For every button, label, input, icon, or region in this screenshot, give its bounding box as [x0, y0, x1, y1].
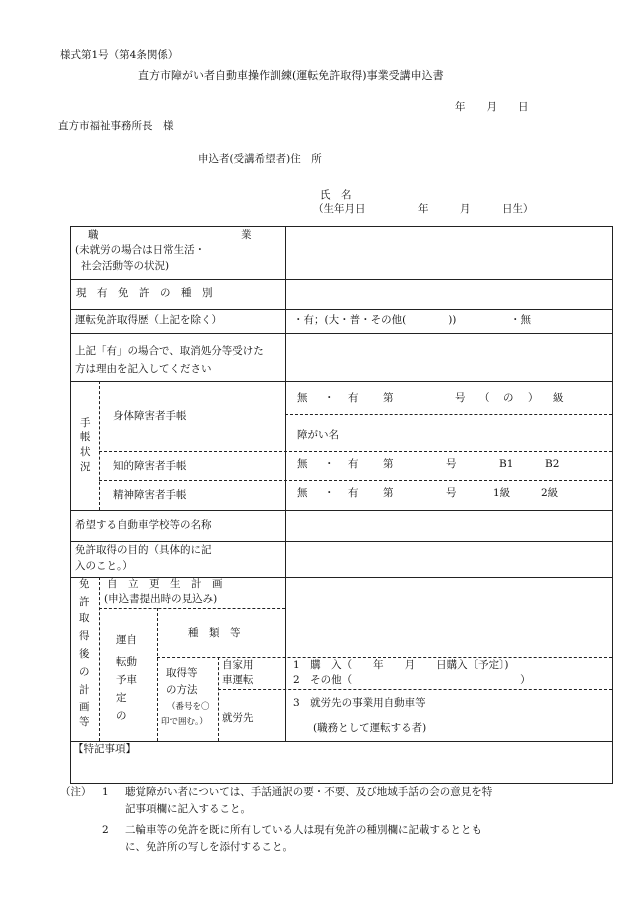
- driving-plan-char-1: 運自: [116, 634, 137, 646]
- physical-disability-name-label: 障がい名: [297, 429, 339, 441]
- plan-side-char-2: 許: [79, 596, 90, 608]
- plan-side-char-4: 得: [79, 630, 90, 642]
- note-2-number: 2: [102, 824, 109, 836]
- driving-plan-char-4: 定: [116, 692, 127, 704]
- method-label-1: 取得等: [166, 667, 198, 679]
- driving-school-label: 希望する自動車学校等の名称: [75, 519, 212, 531]
- note-2-line-1: 二輪車等の免許を既に所有している人は現有免許の種別欄に記載するととも: [125, 824, 482, 836]
- physical-opt-yes[interactable]: 有: [348, 392, 359, 404]
- intellectual-handbook-label: 知的障害者手帳: [113, 460, 187, 472]
- physical-opt-dot: ・: [324, 392, 335, 404]
- purpose-label-1: 免許取得の目的（具体的に記: [75, 544, 212, 556]
- driving-plan-char-5: の: [116, 710, 127, 722]
- rehab-plan-label-2: (申込書提出時の見込み): [104, 593, 218, 605]
- note-2-line-2: に、免許所の写しを添付すること。: [125, 841, 293, 853]
- physical-handbook-label: 身体障害者手帳: [113, 410, 187, 422]
- form-title: 直方市障がい者自動車操作訓練(運転免許取得)事業受講申込書: [138, 69, 444, 82]
- current-license-label: 現 有 免 許 の 種 別: [76, 287, 213, 299]
- mental-opt-yes[interactable]: 有: [348, 487, 359, 499]
- purpose-label-2: 入のこと。）: [75, 560, 133, 572]
- plan-side-char-8: 画: [79, 701, 90, 713]
- occupation-label-1: 職: [88, 229, 99, 241]
- intellectual-grade-b2[interactable]: B2: [545, 458, 560, 470]
- driving-school-field[interactable]: [287, 512, 611, 540]
- note-1-line-2: 記事項欄に記入すること。: [125, 803, 251, 815]
- addressee: 直方市福祉事務所長 様: [58, 120, 174, 132]
- mental-no-label: 第: [383, 487, 394, 499]
- physical-no-label: 第: [383, 392, 394, 404]
- license-history-label: 運転免許取得歴（上記を除く）: [75, 314, 222, 326]
- mental-go-label: 号: [446, 487, 457, 499]
- handbook-side-char-2: 帳: [80, 431, 91, 443]
- driving-plan-char-2: 転動: [116, 656, 137, 668]
- handbook-side-char-4: 況: [80, 461, 91, 473]
- method-option-work-vehicle[interactable]: 3 就労先の事業用自動車等: [293, 697, 426, 709]
- handbook-side-char-1: 手: [80, 417, 91, 429]
- handbook-side-char-3: 状: [80, 446, 91, 458]
- rehab-plan-label-1: 自 立 更 生 計 画: [107, 578, 223, 590]
- note-1-line-1: 聴覚障がい者については、手話通訳の要・不要、及び地域手話の会の意見を特: [125, 786, 493, 798]
- method-note-1: （番号を〇: [167, 702, 210, 712]
- purpose-field[interactable]: [287, 543, 611, 576]
- revocation-label-2: 方は理由を記入してください: [75, 363, 212, 375]
- physical-no-char: の: [503, 392, 514, 404]
- form-number: 様式第1号（第4条関係）: [60, 49, 179, 61]
- mental-opt-dot: ・: [324, 487, 335, 499]
- application-date: 年 月 日: [455, 101, 529, 113]
- physical-paren-open: （: [479, 392, 490, 404]
- physical-grade-label: 級: [553, 392, 564, 404]
- mental-opt-none[interactable]: 無: [297, 487, 308, 499]
- notes-prefix: （注）: [60, 786, 92, 798]
- method-option-purchase[interactable]: 1 購 入（ 年 月 日購入〔予定〕): [293, 659, 509, 671]
- intellectual-no-label: 第: [383, 458, 394, 470]
- physical-go-label: 号: [455, 392, 466, 404]
- intellectual-opt-dot: ・: [324, 458, 335, 470]
- plan-side-char-7: 計: [79, 684, 90, 696]
- private-car-label-2: 車運転: [222, 674, 254, 686]
- physical-paren-close: ）: [528, 392, 539, 404]
- mental-grade-1[interactable]: 1級: [493, 487, 511, 499]
- license-history-no[interactable]: ・無: [510, 314, 531, 326]
- mental-handbook-label: 精神障害者手帳: [113, 489, 187, 501]
- intellectual-opt-none[interactable]: 無: [297, 458, 308, 470]
- intellectual-opt-yes[interactable]: 有: [348, 458, 359, 470]
- private-car-label-1: 自家用: [222, 659, 254, 671]
- revocation-field[interactable]: [287, 335, 611, 380]
- special-notes-label: 【特記事項】: [73, 743, 136, 755]
- mental-grade-2[interactable]: 2級: [541, 487, 559, 499]
- occupation-field[interactable]: [287, 228, 611, 278]
- occupation-note-1: (未就労の場合は日常生活・: [75, 244, 206, 256]
- method-note-2: 印で囲む。）: [161, 717, 208, 727]
- special-notes-field[interactable]: [72, 757, 611, 782]
- plan-side-char-6: の: [79, 666, 90, 678]
- work-place-label: 就労先: [222, 712, 254, 724]
- method-option-other[interactable]: 2 その他（ ）: [293, 674, 531, 686]
- occupation-label-2: 業: [241, 229, 252, 241]
- intellectual-go-label: 号: [446, 458, 457, 470]
- plan-side-char-3: 取: [79, 612, 90, 624]
- physical-opt-none[interactable]: 無: [297, 392, 308, 404]
- plan-side-char-9: 等: [79, 716, 90, 728]
- plan-side-char-1: 免: [79, 578, 90, 590]
- driving-plan-char-3: 予車: [116, 674, 137, 686]
- method-option-work-note: (職務として運転する者): [313, 722, 427, 734]
- method-label-2: の方法: [166, 684, 198, 696]
- vehicle-type-label: 種 類 等: [188, 627, 241, 639]
- current-license-field[interactable]: [287, 281, 611, 308]
- applicant-address-label: 申込者(受講希望者)住 所: [198, 153, 322, 165]
- license-history-yes[interactable]: ・有；(大・普・その他( )): [293, 314, 457, 326]
- applicant-birth-label: （生年月日 年 月 日生）: [313, 203, 534, 215]
- plan-side-char-5: 後: [79, 648, 90, 660]
- occupation-note-2: 社会活動等の状況): [81, 260, 170, 272]
- revocation-label-1: 上記「有」の場合で、取消処分等受けた: [75, 345, 264, 357]
- applicant-name-label: 氏 名: [320, 189, 352, 201]
- note-1-number: 1: [102, 786, 109, 798]
- intellectual-grade-b1[interactable]: B1: [499, 458, 514, 470]
